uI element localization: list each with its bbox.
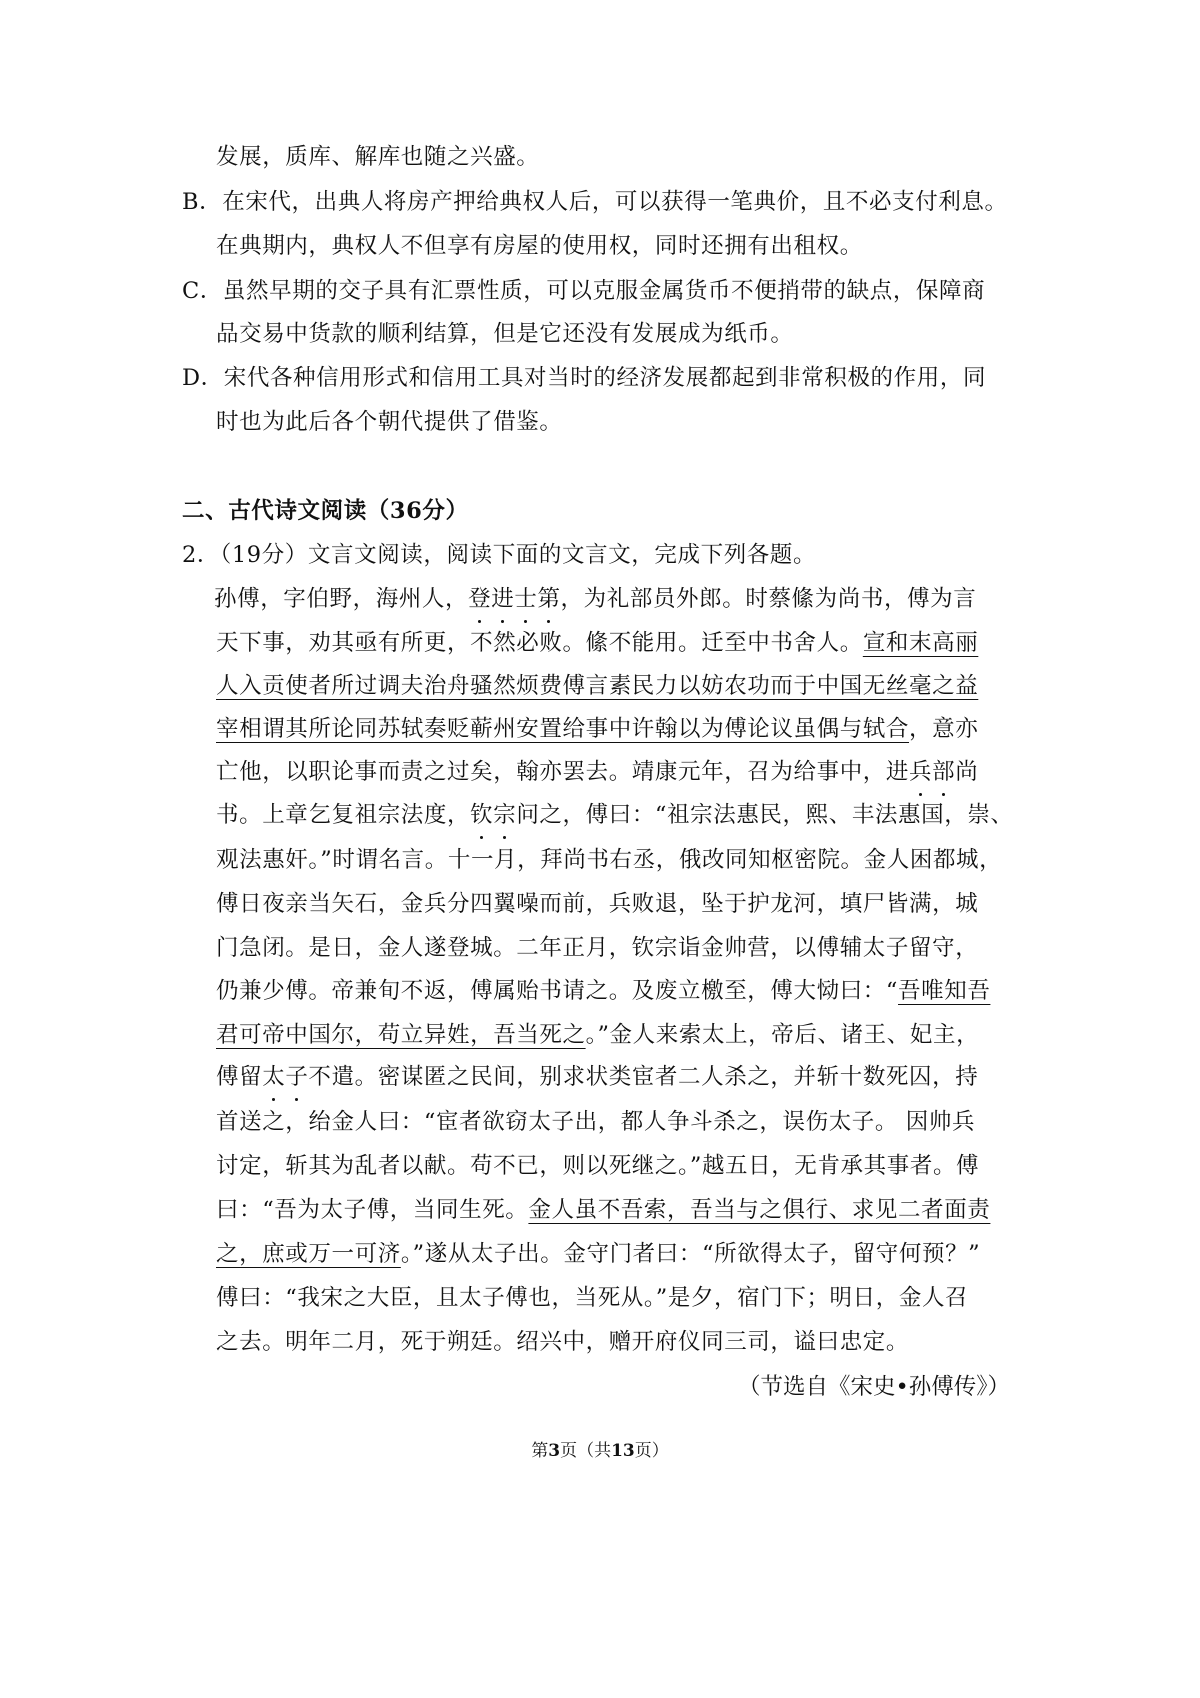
footer-text: 第 [531, 1441, 549, 1461]
option-b-line2: 在典期内，典权人不但享有房屋的使用权，同时还拥有出租权。 [216, 233, 863, 259]
passage-text: 书。上章乞复祖宗法度， [216, 802, 471, 828]
passage-text: ，为礼部员外郎。时蔡絛为尚书，傅为言 [560, 586, 977, 612]
dotted-char: 太 [262, 1064, 286, 1090]
total-pages: 13 [611, 1441, 635, 1461]
page-number: 3 [548, 1441, 561, 1461]
passage-line-11 [216, 1020, 979, 1050]
passage-text: 问之，傅曰：“祖宗法惠民，熙、丰法惠国，崇、 [516, 802, 1014, 828]
page-footer [0, 1439, 1200, 1463]
passage-line-17: 傅曰：“我宋之大臣，且太子傅也，当死从。”是夕，宿门下；明日，金人召 [216, 1285, 969, 1311]
dotted-char: 进 [491, 586, 515, 612]
passage-line-5 [216, 757, 978, 787]
passage-line-16 [216, 1239, 980, 1269]
option-d-line1: D．宋代各种信用形式和信用工具对当时的经济发展都起到非常积极的作用，同 [182, 365, 987, 391]
footer-text: 页（共 [560, 1441, 612, 1461]
passage-text: 。”金人来索太上，帝后、诸王、妃主， [585, 1022, 980, 1048]
underlined-sentence-1: 宣和末高丽 [862, 630, 979, 656]
underlined-sentence-1: 宰相谓其所论同苏轼奏贬蕲州安置给事中许翰以为傅论议虽偶与轼合 [216, 716, 910, 742]
passage-line-9: 门急闭。是日，金人遂登城。二年正月，钦宗诣金帅营，以傅辅太子留守， [216, 935, 979, 961]
passage-text: 。”遂从太子出。金守门者曰：“所欲得太子，留守何预？” [400, 1241, 981, 1267]
option-d-line2: 时也为此后各个朝代提供了借鉴。 [216, 409, 563, 435]
source-citation: （节选自《宋史•孙傅传》） [737, 1374, 1010, 1400]
passage-line-12 [216, 1062, 978, 1092]
passage-line-2 [216, 628, 978, 658]
passage-line-10 [216, 976, 990, 1006]
underlined-sentence-3: 金人虽不吾索，吾当与之俱行、求见二者面责 [528, 1197, 991, 1223]
passage-line-7: 观法惠奸。”时谓名言。十一月，拜尚书右丞，俄改同知枢密院。金人困都城， [216, 847, 1003, 873]
passage-line-4 [216, 714, 978, 744]
underlined-sentence-2: 吾唯知吾 [898, 978, 991, 1004]
dotted-char: 兵 [909, 759, 933, 785]
dotted-char: 钦 [470, 802, 494, 828]
underlined-sentence-3: 之，庶或万一可济 [216, 1241, 401, 1267]
option-a-continuation: 发展，质库、解库也随之兴盛。 [216, 144, 540, 170]
footer-text: 页） [634, 1441, 669, 1461]
passage-line-15 [216, 1195, 990, 1225]
option-c-line2: 品交易中货款的顺利结算，但是它还没有发展成为纸币。 [216, 321, 794, 347]
underlined-sentence-2: 君可帝中国尔，苟立异姓，吾当死之 [216, 1022, 586, 1048]
passage-text: ，意亦 [909, 716, 979, 742]
dotted-char: 子 [285, 1064, 309, 1090]
dotted-char: 第 [537, 586, 561, 612]
passage-line-13: 首送之，绐金人曰：“宦者欲窃太子出，都人争斗杀之，误伤太子。 因帅兵 [216, 1109, 976, 1135]
passage-text: 孙傅，字伯野，海州人， [214, 586, 469, 612]
passage-text: 曰：“吾为太子傅，当同生死。 [216, 1197, 529, 1223]
passage-line-14: 讨定，斩其为乱者以献。苟不已，则以死继之。”越五日，无肯承其事者。傅 [216, 1153, 980, 1179]
dotted-char: 登 [468, 586, 492, 612]
passage-text: 傅留 [216, 1064, 263, 1090]
option-c-line1: C．虽然早期的交子具有汇票性质，可以克服金属货币不便捎带的缺点，保障商 [182, 278, 986, 304]
dotted-char: 宗 [493, 802, 517, 828]
passage-line-1 [214, 584, 976, 614]
passage-text: 不遣。密谋匿之民间，别求状类宦者二人杀之，并斩十数死囚，持 [308, 1064, 979, 1090]
passage-text: 仍兼少傅。帝兼旬不返，傅属贻书请之。及废立檄至，傅大恸曰：“ [216, 978, 899, 1004]
passage-line-18: 之去。明年二月，死于朔廷。绍兴中，赠开府仪同三司，谥曰忠定。 [216, 1329, 910, 1355]
passage-line-3 [216, 671, 978, 701]
passage-text: 天下事，劝其亟有所更，不然必败。絛不能用。迁至中书舍人。 [216, 630, 863, 656]
passage-line-8: 傅日夜亲当矢石，金兵分四翼噪而前，兵败退，坠于护龙河，填尸皆满，城 [216, 891, 979, 917]
passage-line-6 [216, 800, 1014, 830]
dotted-char: 部 [932, 759, 956, 785]
underlined-sentence-1: 人入贡使者所过调夫治舟骚然烦费傅言素民力以妨农功而于中国无丝毫之益 [216, 673, 979, 699]
section-title: 二、古代诗文阅读（36分） [182, 498, 469, 524]
passage-text: 亡他，以职论事而责之过矣，翰亦罢去。靖康元年，召为给事中，进 [216, 759, 910, 785]
passage-text: 尚 [955, 759, 979, 785]
option-b-line1: B．在宋代，出典人将房产押给典权人后，可以获得一笔典价，且不必支付利息。 [182, 189, 1008, 215]
dotted-char: 士 [514, 586, 538, 612]
question-stem: 2．（19分）文言文阅读，阅读下面的文言文，完成下列各题。 [182, 542, 817, 568]
